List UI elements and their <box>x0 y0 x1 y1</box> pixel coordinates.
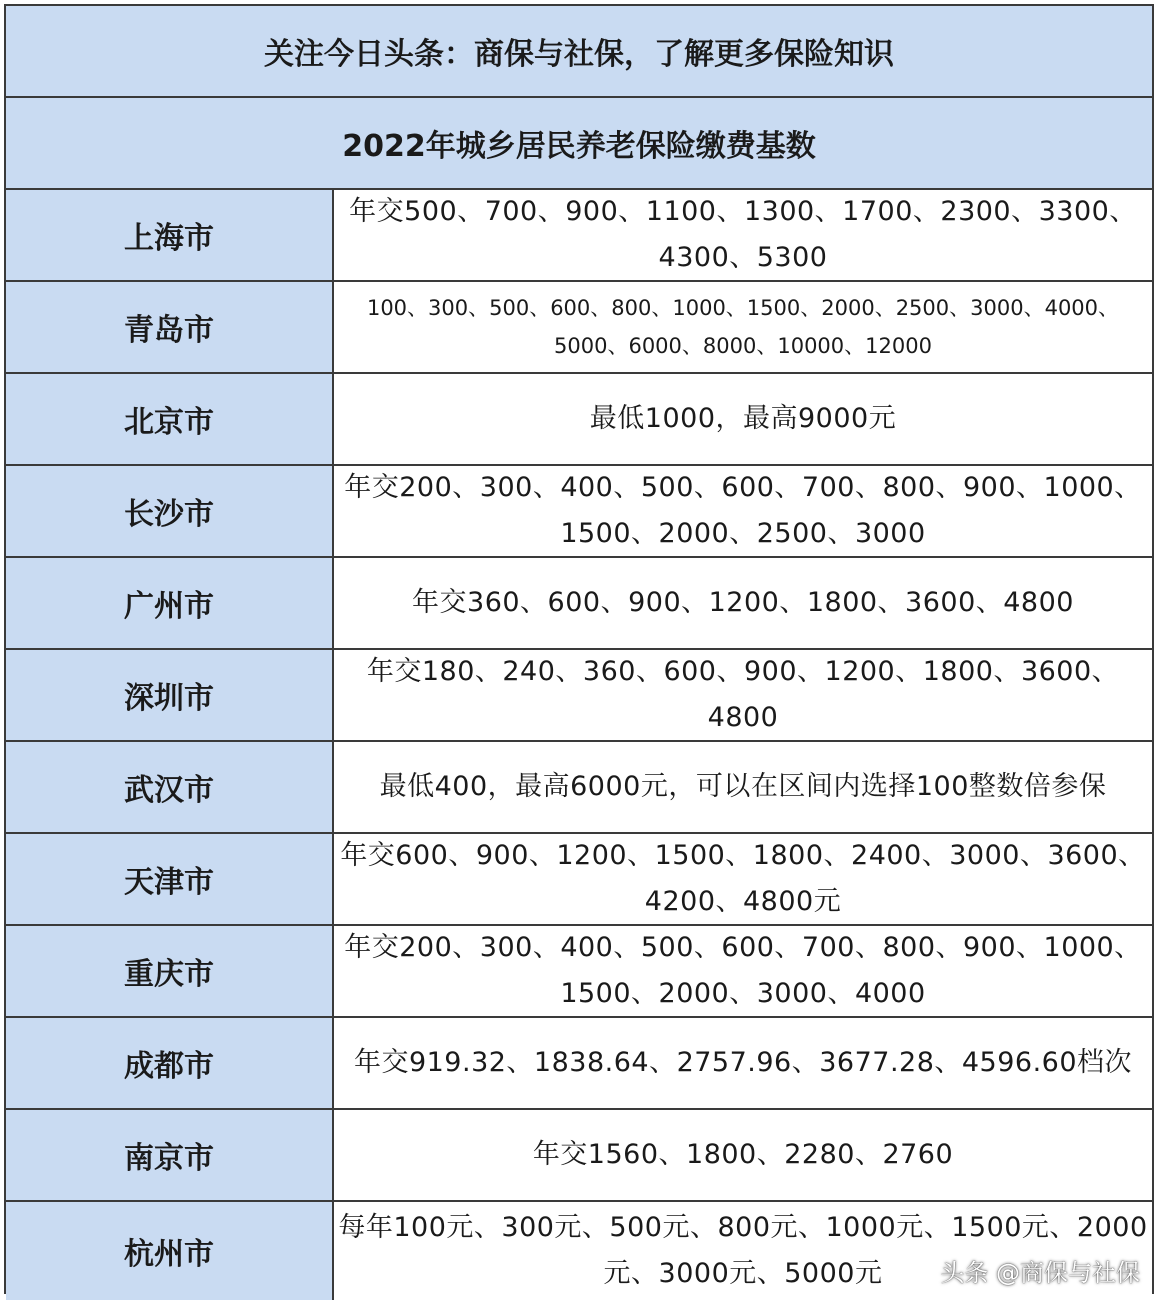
city-cell: 杭州市 <box>6 1202 334 1300</box>
value-cell: 年交919.32、1838.64、2757.96、3677.28、4596.60档次 <box>334 1018 1152 1108</box>
city-cell: 广州市 <box>6 558 334 648</box>
watermark: 头条 @商保与社保 <box>940 1259 1140 1287</box>
value-cell: 最低400，最高6000元，可以在区间内选择100整数倍参保 <box>334 742 1152 832</box>
city-cell: 成都市 <box>6 1018 334 1108</box>
value-cell: 年交200、300、400、500、600、700、800、900、1000、1500、2000、3000、4000 <box>334 926 1152 1016</box>
value-cell: 年交1560、1800、2280、2760 <box>334 1110 1152 1200</box>
city-cell: 青岛市 <box>6 282 334 372</box>
value-cell: 年交360、600、900、1200、1800、3600、4800 <box>334 558 1152 648</box>
table-row <box>6 1018 1152 1110</box>
city-cell: 北京市 <box>6 374 334 464</box>
table-row <box>6 558 1152 650</box>
table-row <box>6 282 1152 374</box>
city-cell: 南京市 <box>6 1110 334 1200</box>
table-row <box>6 742 1152 834</box>
city-cell: 天津市 <box>6 834 334 924</box>
table-row <box>6 926 1152 1018</box>
table-row <box>6 650 1152 742</box>
table-row <box>6 1110 1152 1202</box>
value-cell: 年交500、700、900、1100、1300、1700、2300、3300、4300、5300 <box>334 190 1152 280</box>
value-cell: 每年100元、300元、500元、800元、1000元、1500元、2000元、3000元、5000元 <box>334 1202 1152 1300</box>
value-cell: 年交180、240、360、600、900、1200、1800、3600、4800 <box>334 650 1152 740</box>
city-cell: 长沙市 <box>6 466 334 556</box>
value-cell: 年交200、300、400、500、600、700、800、900、1000、1500、2000、2500、3000 <box>334 466 1152 556</box>
banner: 关注今日头条：商保与社保，了解更多保险知识 <box>6 6 1152 98</box>
table-row <box>6 466 1152 558</box>
value-cell: 100、300、500、600、800、1000、1500、2000、2500、3000、4000、5000、6000、8000、10000、12000 <box>334 282 1152 372</box>
pension-table <box>4 4 1154 1294</box>
table-body <box>6 190 1152 1300</box>
city-cell: 上海市 <box>6 190 334 280</box>
city-cell: 深圳市 <box>6 650 334 740</box>
city-cell: 武汉市 <box>6 742 334 832</box>
city-cell: 重庆市 <box>6 926 334 1016</box>
table-row <box>6 374 1152 466</box>
table-row <box>6 190 1152 282</box>
table-row <box>6 834 1152 926</box>
table-title: 2022年城乡居民养老保险缴费基数 <box>6 98 1152 190</box>
value-cell: 年交600、900、1200、1500、1800、2400、3000、3600、4200、4800元 <box>334 834 1152 924</box>
value-cell: 最低1000，最高9000元 <box>334 374 1152 464</box>
